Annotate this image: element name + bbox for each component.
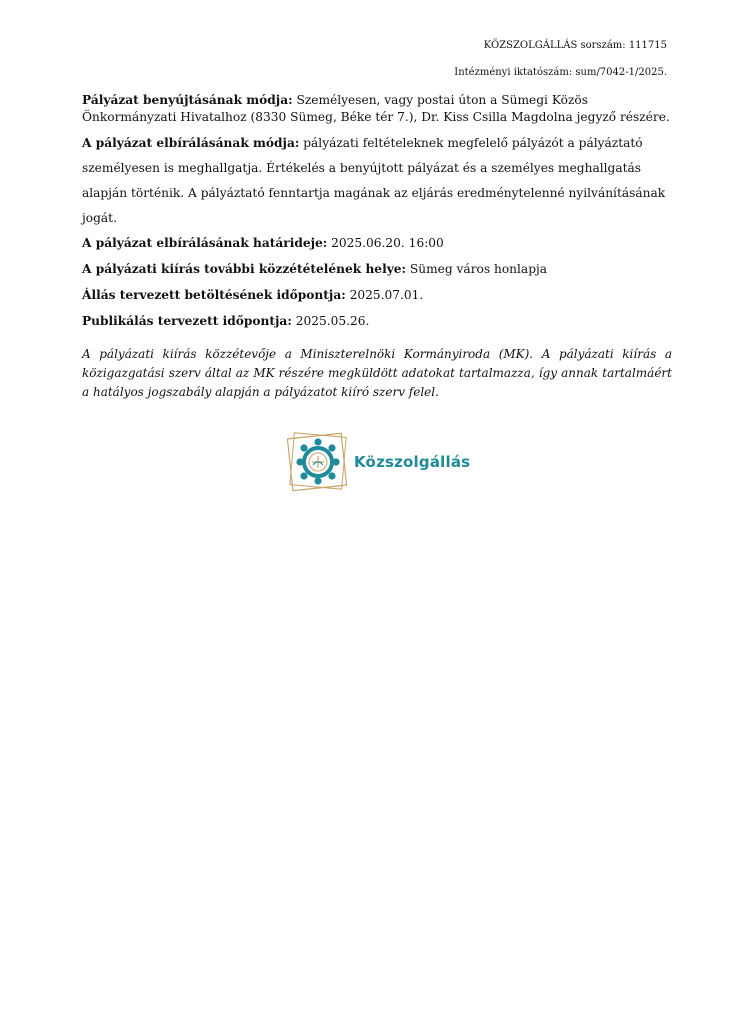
publikalas-paragraph [82,312,672,331]
publisher-notice: A pályázati kiírás közzétevője a Miniszterelnöki Kormányiroda (MK). A pályázati kiírás a közigazgatási szerv által az MK részére megküldött adatokat tartalmazza, így annak tartalmáért a hatályos jogszabály alapján a pályázatot kiíró szerv felel. [82,347,672,399]
betoltes-paragraph [82,286,672,305]
kozzetetel-value: Sümeg város honlapja [406,262,548,276]
kozszolgallas-logo [284,430,470,494]
elbiralas-modja-value: pályázati feltételeknek megfelelő pályázót a pályáztató személyesen is meghallgatja. Értékelés a benyújtott pályázat és a személyes meghallgatás alapján történik. A pályáztató fenntartja magának az eljárás eredménytelenné nyilvánításának jogát. [82,136,666,225]
publikalas-value: 2025.05.26. [291,314,370,328]
kozszolgallas-logo-icon [284,430,352,494]
logo-text: Közszolgállás [354,453,471,471]
benyujtas-paragraph [82,92,672,125]
sorszam-line: KÖZSZOLGÁLLÁS sorszám: 111715 [483,40,667,51]
iktatoszam-line: Intézményi iktatószám: sum/7042-1/2025. [454,67,667,78]
kozzetetel-label: A pályázati kiírás további közzétételének helye: [82,262,407,276]
elbiralas-modja-paragraph [82,131,672,231]
kozzetetel-paragraph [82,260,672,279]
application-details [82,92,672,338]
benyujtas-label: Pályázat benyújtásának módja: [82,93,293,107]
publikalas-label: Publikálás tervezett időpontja: [82,314,292,328]
betoltes-label: Állás tervezett betöltésének időpontja: [82,288,346,302]
elbiralas-modja-label: A pályázat elbírálásának módja: [82,136,300,150]
hatarido-value: 2025.06.20. 16:00 [327,236,444,250]
benyujtas-value: Személyesen, vagy postai úton a Sümegi Közös Önkormányzati Hivatalhoz (8330 Sümeg, Béke tér 7.), Dr. Kiss Csilla Magdolna jegyző részére. [82,93,670,124]
hatarido-paragraph [82,234,672,253]
betoltes-value: 2025.07.01. [345,288,424,302]
hatarido-label: A pályázat elbírálásának határideje: [82,236,328,250]
